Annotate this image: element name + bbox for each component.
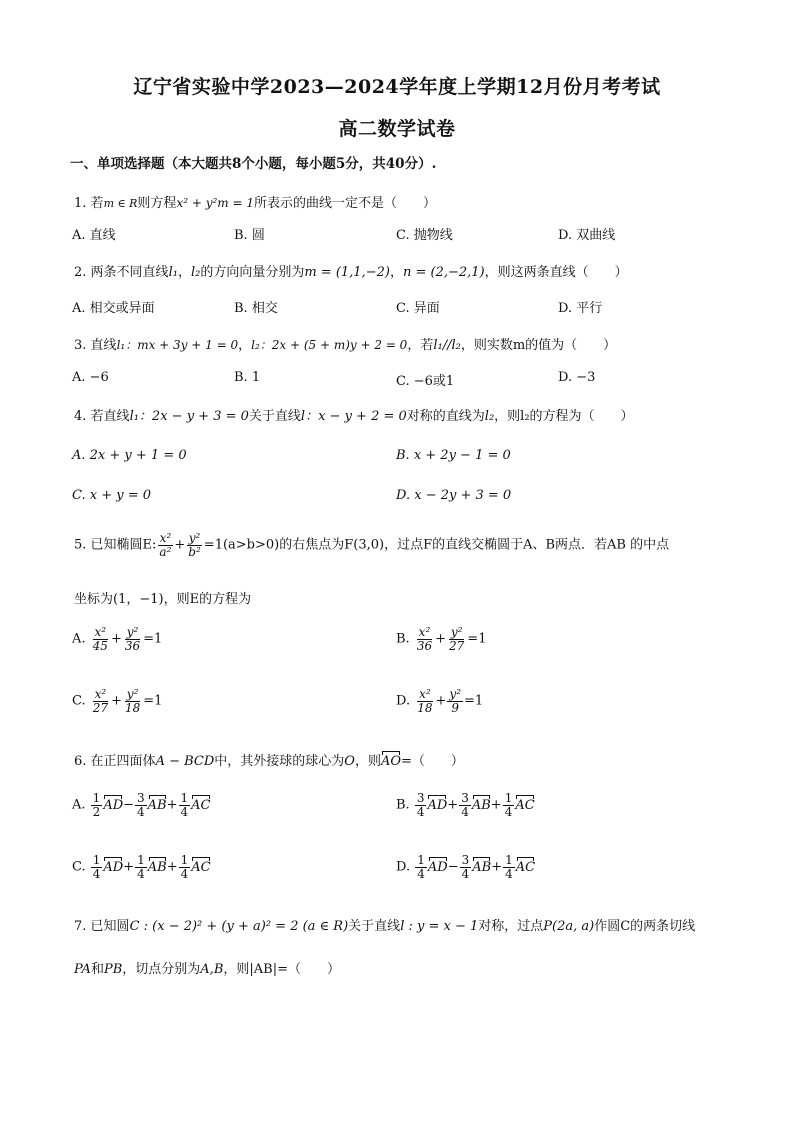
question-5: 5. 已知椭圆E: $\frac{\text{x²}}{\text{a²}}$ + $\frac{\text{y²}}{\text{b²}}$ =1(a>b>0)的右焦点为F(3,0)，过点F的直线交椭圆于A、B两点．若AB 的中点 <box>74 531 670 559</box>
fraction: $\frac{1}{2}$ <box>92 791 101 819</box>
question-5-line-2: 坐标为(1，−1)，则E的方程为 <box>74 592 252 607</box>
fraction: $\frac{1}{4}$ <box>505 853 513 881</box>
question-3: 3. 直线l₁：mx + 3y + 1 = 0，l₂：2x + (5 + m)y + 2 = 0，若l₁//l₂，则实数m的值为（ ） <box>74 338 617 353</box>
fraction: $\frac{\text{y²}}{\text{b²}}$ <box>188 531 201 559</box>
q4-option-b[interactable]: B. x + 2y − 1 = 0 <box>396 448 511 463</box>
q3-option-c[interactable]: C. −6或1 <box>396 374 455 389</box>
q5-option-a[interactable]: A. $\frac{\text{x²}}{45}$ + $\frac{\text{y²}}{36}$ =1 <box>72 625 163 653</box>
q2-option-b[interactable]: B. 相交 <box>234 301 278 316</box>
fraction: $\frac{\text{y²}}{18}$ <box>124 687 141 715</box>
q2-option-d[interactable]: D. 平行 <box>558 301 603 316</box>
fraction: $\frac{1}{4}$ <box>92 853 101 881</box>
question-number: 1. <box>74 196 87 211</box>
q3-option-b[interactable]: B. 1 <box>234 370 261 385</box>
fraction: $\frac{1}{4}$ <box>504 791 513 819</box>
q6-option-a[interactable]: A. $\frac{1}{2}$ AD− $\frac{3}{4}$ AB+ $\frac{1}{4}$ AC <box>72 791 211 819</box>
fraction: $\frac{3}{4}$ <box>461 791 469 819</box>
fraction: $\frac{\text{x²}}{18}$ <box>417 687 433 715</box>
q5-option-d[interactable]: D. $\frac{\text{x²}}{18}$ + $\frac{\text{y²}}{9}$ =1 <box>396 687 484 715</box>
section-heading: 一、单项选择题（本大题共8个小题，每小题5分，共40分）. <box>70 156 437 172</box>
q4-option-a[interactable]: A. 2x + y + 1 = 0 <box>72 448 187 463</box>
fraction: $\frac{1}{4}$ <box>180 791 189 819</box>
q3-option-d[interactable]: D. −3 <box>558 370 596 385</box>
q5-option-c[interactable]: C. $\frac{\text{x²}}{27}$ + $\frac{\text{y²}}{18}$ =1 <box>72 687 163 715</box>
fraction: $\frac{\text{y²}}{27}$ <box>449 625 465 653</box>
exam-subtitle: 高二数学试卷 <box>338 118 456 140</box>
question-4: 4. 若直线l₁：2x − y + 3 = 0关于直线l：x − y + 2 = 0对称的直线为l₂，则l₂的方程为（ ） <box>74 409 634 424</box>
fraction: $\frac{1}{4}$ <box>137 853 145 881</box>
question-6: 6. 在正四面体A − BCD中，其外接球的球心为O，则AO=（ ） <box>74 754 464 769</box>
q6-option-d[interactable]: D. $\frac{1}{4}$ AD− $\frac{3}{4}$ AB+ $\frac{1}{4}$ AC <box>396 853 536 881</box>
fraction: $\frac{1}{4}$ <box>180 853 189 881</box>
fraction: $\frac{1}{4}$ <box>417 853 425 881</box>
fraction: $\frac{\text{y²}}{9}$ <box>449 687 462 715</box>
q1-option-b[interactable]: B. 圆 <box>234 228 265 243</box>
question-1: 1. 若m ∈ R则方程x² + y²m = 1所表示的曲线一定不是（ ） <box>74 196 437 211</box>
q6-option-b[interactable]: B. $\frac{3}{4}$ AD+ $\frac{3}{4}$ AB+ $\frac{1}{4}$ AC <box>396 791 535 819</box>
q4-option-c[interactable]: C. x + y = 0 <box>72 488 152 503</box>
fraction: $\frac{\text{x²}}{45}$ <box>92 625 108 653</box>
q1-option-c[interactable]: C. 抛物线 <box>396 228 453 243</box>
q5-option-b[interactable]: B. $\frac{\text{x²}}{36}$ + $\frac{\text{y²}}{27}$ =1 <box>396 625 487 653</box>
q2-option-c[interactable]: C. 异面 <box>396 301 440 316</box>
fraction: $\frac{\text{y²}}{36}$ <box>124 625 141 653</box>
q3-option-a[interactable]: A. −6 <box>72 370 109 385</box>
q1-option-a[interactable]: A. 直线 <box>72 228 116 243</box>
q6-option-c[interactable]: C. $\frac{1}{4}$ AD+ $\frac{1}{4}$ AB+ $\frac{1}{4}$ AC <box>72 853 211 881</box>
q4-option-d[interactable]: D. x − 2y + 3 = 0 <box>396 488 512 503</box>
fraction: $\frac{3}{4}$ <box>461 853 470 881</box>
exam-title: 辽宁省实验中学2023—2024学年度上学期12月份月考考试 <box>133 76 661 98</box>
q1-option-d[interactable]: D. 双曲线 <box>558 228 616 243</box>
question-2: 2. 两条不同直线l₁，l₂的方向向量分别为m = (1,1,−2)，n = (2,−2,1)，则这两条直线（ ） <box>74 265 628 280</box>
fraction: $\frac{\text{x²}}{\text{a²}}$ <box>159 531 172 559</box>
fraction: $\frac{3}{4}$ <box>416 791 425 819</box>
fraction: $\frac{\text{x²}}{27}$ <box>92 687 109 715</box>
q2-option-a[interactable]: A. 相交或异面 <box>72 301 155 316</box>
fraction: $\frac{\text{x²}}{36}$ <box>416 625 433 653</box>
question-7: 7. 已知圆C : (x − 2)² + (y + a)² = 2 (a ∈ R)关于直线l : y = x − 1对称，过点P(2a, a)作圆C的两条切线 <box>74 919 696 934</box>
question-7-line-2: PA和PB，切点分别为A,B，则|AB|=（ ） <box>74 962 340 977</box>
fraction: $\frac{3}{4}$ <box>137 791 145 819</box>
